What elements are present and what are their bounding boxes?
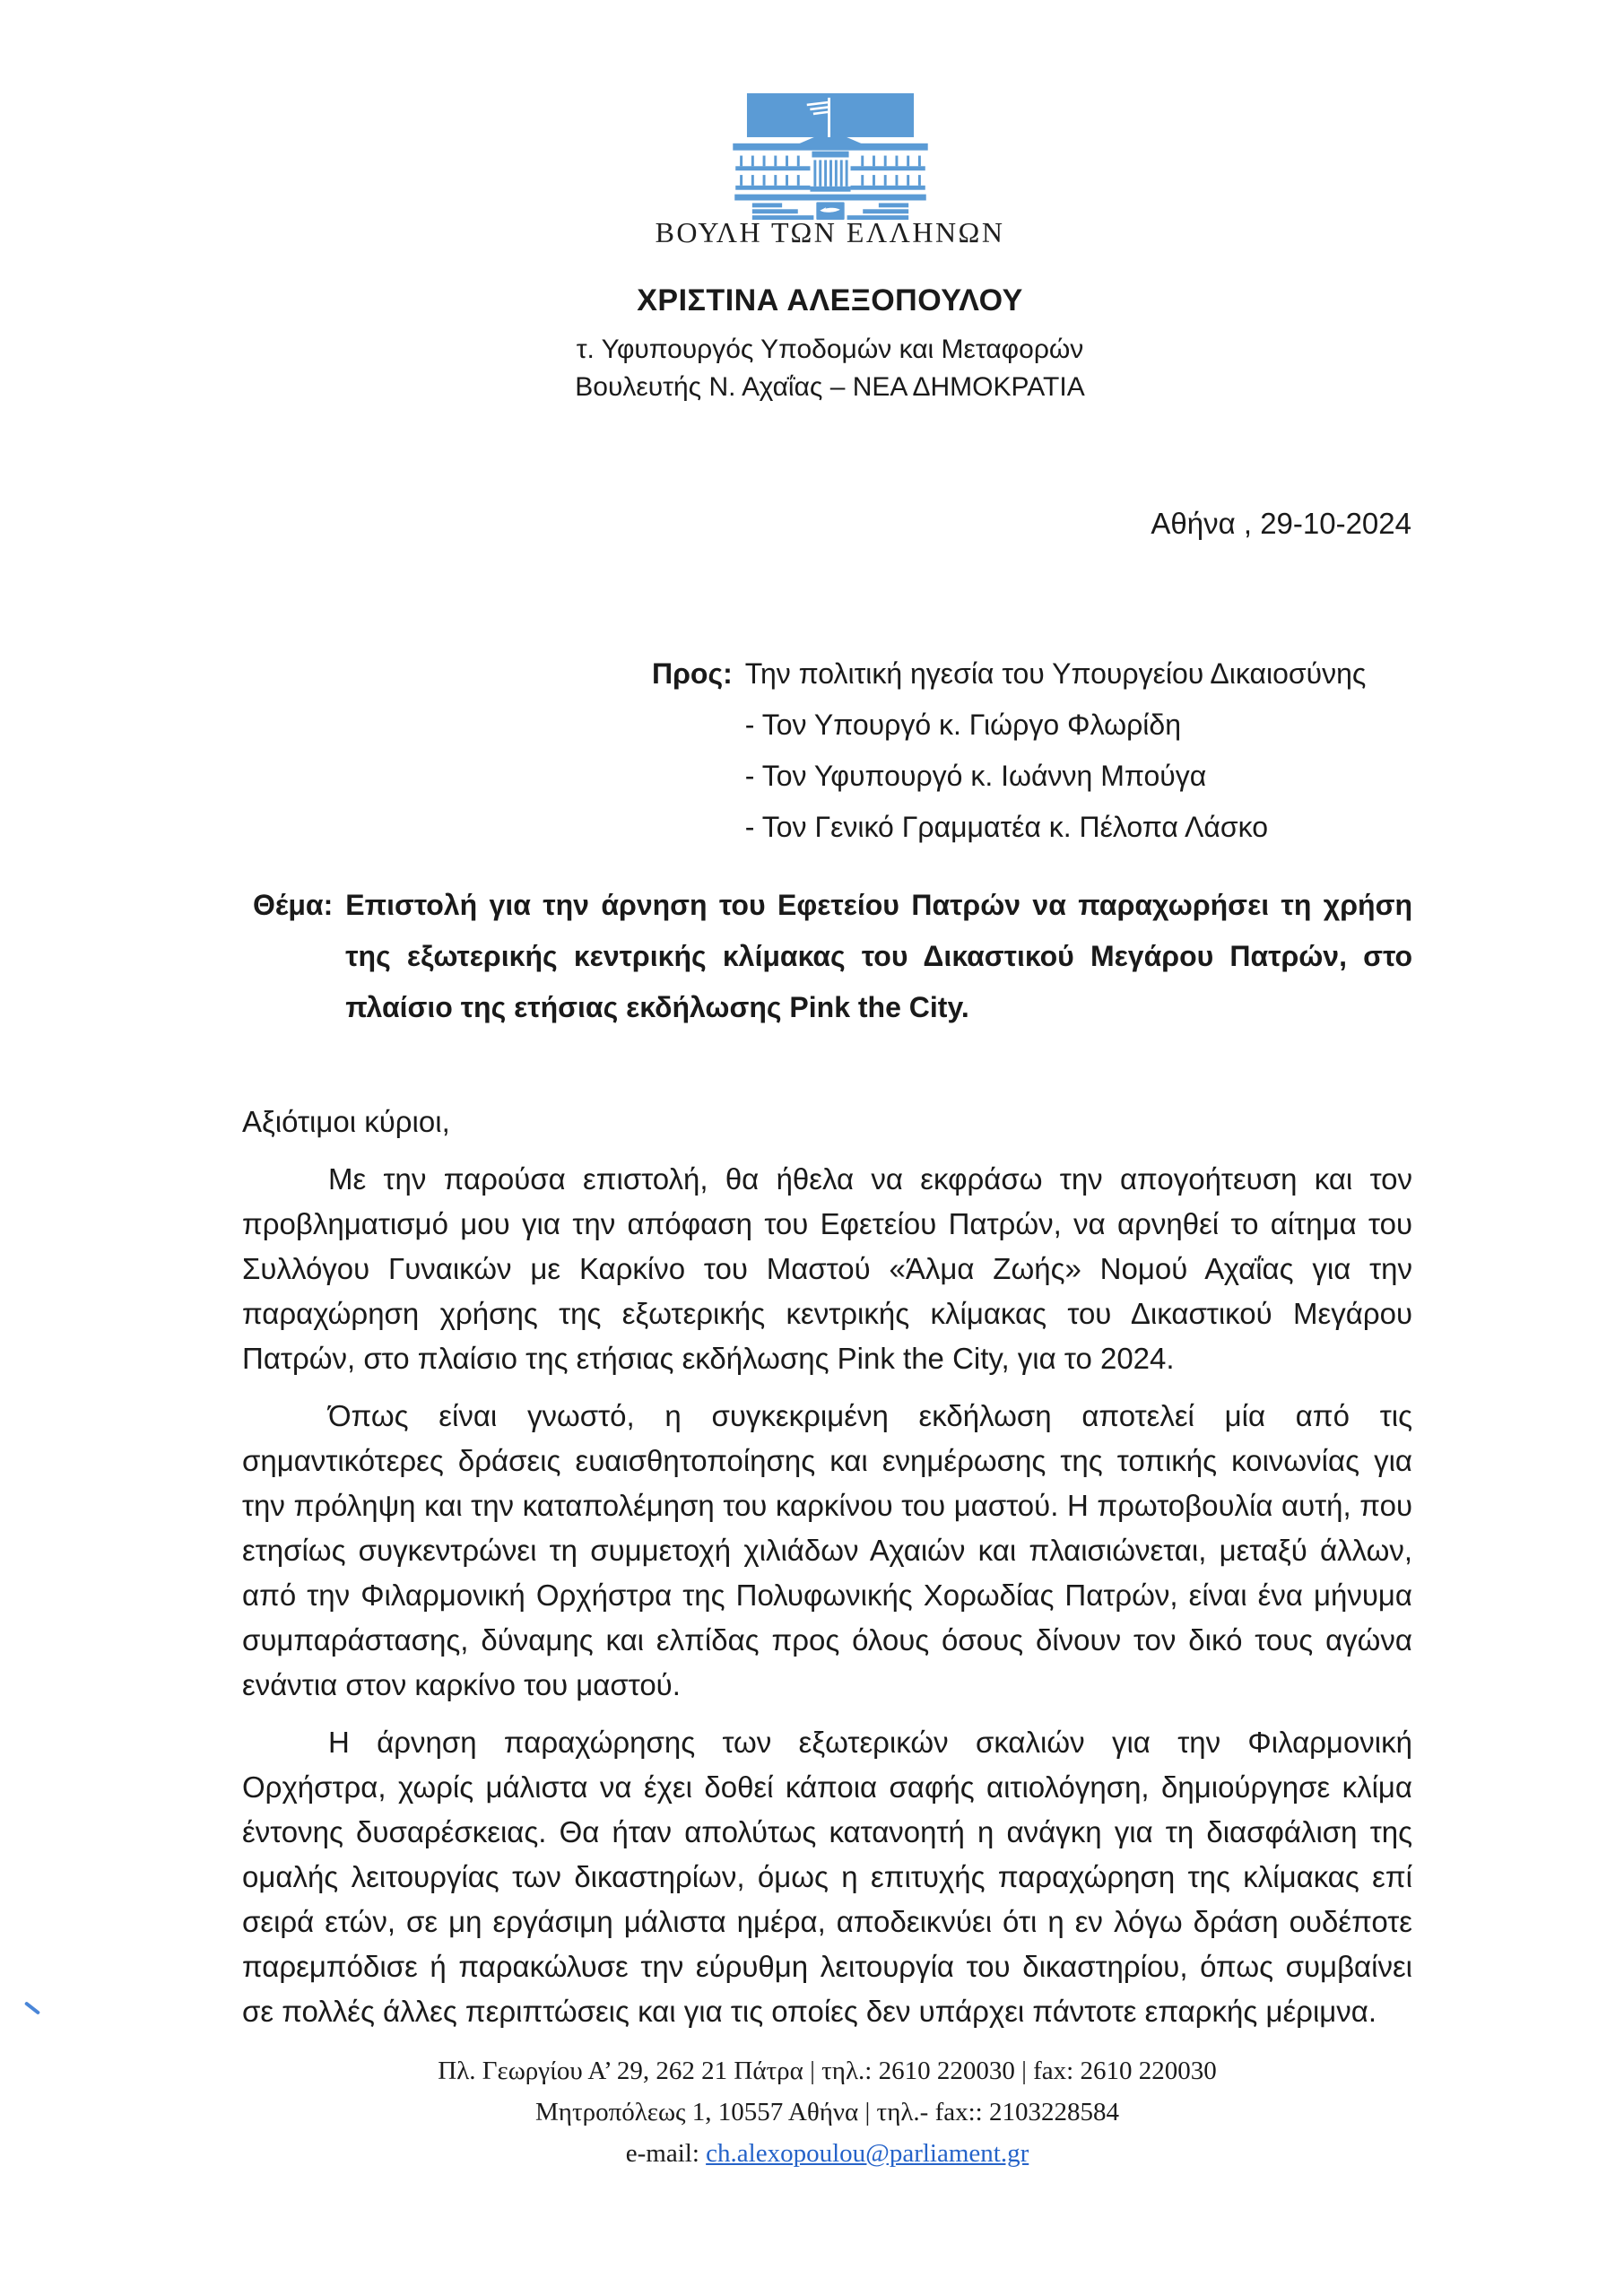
- recipients-block: [652, 648, 1366, 853]
- recipient-line: - Τον Γενικό Γραμματέα κ. Πέλοπα Λάσκο: [744, 811, 1269, 843]
- body-paragraph: Με την παρούσα επιστολή, θα ήθελα να εκφράσω την απογοήτευση και τον προβληματισμό μου για την απόφαση του Εφετείου Πατρών, να αρνηθεί το αίτημα του Συλλόγου Γυναικών με Καρκίνο του Μαστού «Άλμα Ζωής» Νομού Αχαΐας για την παραχώρηση χρήσης της εξωτερικής κεντρικής κλίμακας του Δικαστικού Μεγάρου Πατρών, στο πλαίσιο της ετήσιας εκδήλωσης Pink the City, για το 2024.: [242, 1162, 1412, 1375]
- recipient-line: - Τον Υφυπουργό κ. Ιωάννη Μπούγα: [744, 760, 1207, 792]
- parliament-org-title: ΒΟΥΛΗ ΤΩΝ ΕΛΛΗΝΩΝ: [655, 216, 1005, 248]
- recipients-list: [745, 648, 1367, 853]
- sender-role-mp: Βουλευτής Ν. Αχαΐας – ΝΕΑ ΔΗΜΟΚΡΑΤΙΑ: [575, 372, 1085, 402]
- body-paragraph: Όπως είναι γνωστό, η συγκεκριμένη εκδήλωση αποτελεί μία από τις σημαντικότερες δράσεις ευαισθητοποίησης και ενημέρωσης της τοπικής κοινωνίας για την πρόληψη και την καταπολέμηση του καρκίνου του μαστού. Η πρωτοβουλία αυτή, που ετησίως συγκεντρώνει τη συμμετοχή χιλιάδων Αχαιών και πλαισιώνεται, μεταξύ άλλων, από την Φιλαρμονική Ορχήστρα της Πολυφωνικής Χορωδίας Πατρών, είναι ένα μήνυμα συμπαράστασης, δύναμης και ελπίδας προς όλους όσους δίνουν τον δικό τους αγώνα ενάντια στον καρκίνο του μαστού.: [242, 1399, 1412, 1701]
- footer-email-label: e-mail:: [625, 2139, 707, 2168]
- subject-block: [253, 880, 1412, 1033]
- footer-address-athens: Μητροπόλεως 1, 10557 Αθήνα | τηλ.- fax:: 2103228584: [535, 2098, 1119, 2126]
- stray-pen-mark: [24, 2001, 40, 2014]
- letter-body: [242, 1100, 1412, 2047]
- footer-address-patra: Πλ. Γεωργίου Α’ 29, 262 21 Πάτρα | τηλ.: 2610 220030 | fax: 2610 220030: [438, 2057, 1217, 2085]
- recipient-line: - Τον Υπουργό κ. Γιώργο Φλωρίδη: [744, 709, 1181, 741]
- recipient-line: Την πολιτική ηγεσία του Υπουργείου Δικαιοσύνης: [744, 657, 1367, 690]
- sender-name: ΧΡΙΣΤΙΝΑ ΑΛΕΞΟΠΟΥΛΟΥ: [637, 283, 1023, 317]
- parliament-building-logo-icon: [732, 93, 929, 221]
- date-line: Αθήνα , 29-10-2024: [1151, 507, 1411, 540]
- email-link[interactable]: ch.alexopoulou@parliament.gr: [706, 2139, 1029, 2168]
- footer-contact-block: [15, 2050, 1624, 2174]
- greeting: Αξιότιμοι κύριοι,: [242, 1105, 450, 1138]
- footer-email-line: [15, 2133, 1624, 2174]
- subject-text: Επιστολή για την άρνηση του Εφετείου Πατρών να παραχωρήσει τη χρήση της εξωτερικής κεντρικής κλίμακας του Δικαστικού Μεγάρου Πατρών, στο πλαίσιο της ετήσιας εκδήλωσης Pink the City.: [345, 889, 1412, 1023]
- body-paragraph: Η άρνηση παραχώρησης των εξωτερικών σκαλιών για την Φιλαρμονική Ορχήστρα, χωρίς μάλιστα να έχει δοθεί κάποια σαφής αιτιολόγηση, δημιούργησε κλίμα έντονης δυσαρέσκειας. Θα ήταν απολύτως κατανοητή η ανάγκη για τη διασφάλιση της ομαλής λειτουργίας των δικαστηρίων, όμως η επιτυχής παραχώρηση της κλίμακας επί σειρά ετών, σε μη εργάσιμη μάλιστα ημέρα, αποδεικνύει ότι η εν λόγω δράση ουδέποτε παρεμπόδισε ή παρακώλυσε την εύρυθμη λειτουργία του δικαστηρίου, όπως συμβαίνει σε πολλές άλλες περιπτώσεις και για τις οποίες δεν υπάρχει πάντοτε επαρκής μέριμνα.: [242, 1726, 1412, 2028]
- recipients-label: Προς:: [652, 657, 733, 690]
- sender-role-former-minister: τ. Υφυπουργός Υποδομών και Μεταφορών: [576, 335, 1084, 364]
- sender-block: [18, 283, 1624, 406]
- subject-label: Θέμα:: [253, 889, 334, 921]
